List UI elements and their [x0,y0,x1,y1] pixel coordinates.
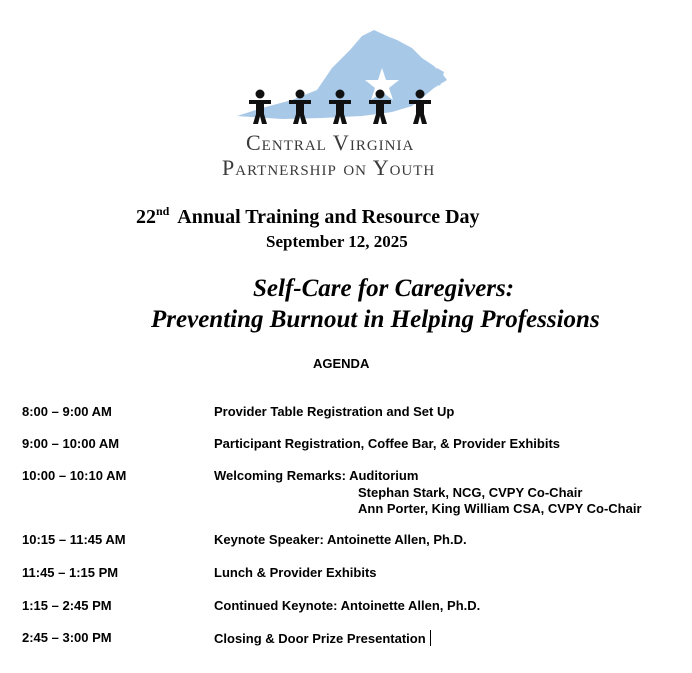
agenda-description: Keynote Speaker: Antoinette Allen, Ph.D. [214,532,467,547]
agenda-time: 2:45 – 3:00 PM [22,630,112,645]
agenda-description: Provider Table Registration and Set Up [214,404,455,419]
theme-line-1: Self-Care for Caregivers: [253,275,515,302]
agenda-time: 10:00 – 10:10 AM [22,468,127,483]
agenda-time: 1:15 – 2:45 PM [22,598,112,613]
agenda-sub-speaker: Stephan Stark, NCG, CVPY Co-Chair [358,485,583,500]
agenda-description: Continued Keynote: Antoinette Allen, Ph.D. [214,598,481,613]
event-title-text: Annual Training and Resource Day [177,206,480,228]
agenda-heading: AGENDA [313,356,370,371]
agenda-description: Participant Registration, Coffee Bar, & Provider Exhibits [214,436,561,451]
event-ordinal-number: 22 [136,206,156,228]
agenda-time: 10:15 – 11:45 AM [22,532,126,547]
text-cursor [430,630,431,646]
agenda-time: 9:00 – 10:00 AM [22,436,120,451]
virginia-map-icon [222,28,472,128]
agenda-description: Closing & Door Prize Presentation [214,631,426,646]
event-title [136,204,480,229]
theme-line-2: Preventing Burnout in Helping Professions [151,306,600,333]
agenda-time: 8:00 – 9:00 AM [22,404,112,419]
event-ordinal-suffix: nd [156,204,170,218]
agenda-description: Lunch & Provider Exhibits [214,565,377,580]
agenda-description-wrap [214,630,431,646]
agenda-sub-speaker: Ann Porter, King William CSA, CVPY Co-Chair [358,501,642,516]
agenda-description: Welcoming Remarks: Auditorium [214,468,419,483]
event-date: September 12, 2025 [266,232,408,251]
organization-name-line-2: Partnership on Youth [222,155,436,180]
organization-name-line-1: Central Virginia [246,130,415,155]
agenda-time: 11:45 – 1:15 PM [22,565,119,580]
